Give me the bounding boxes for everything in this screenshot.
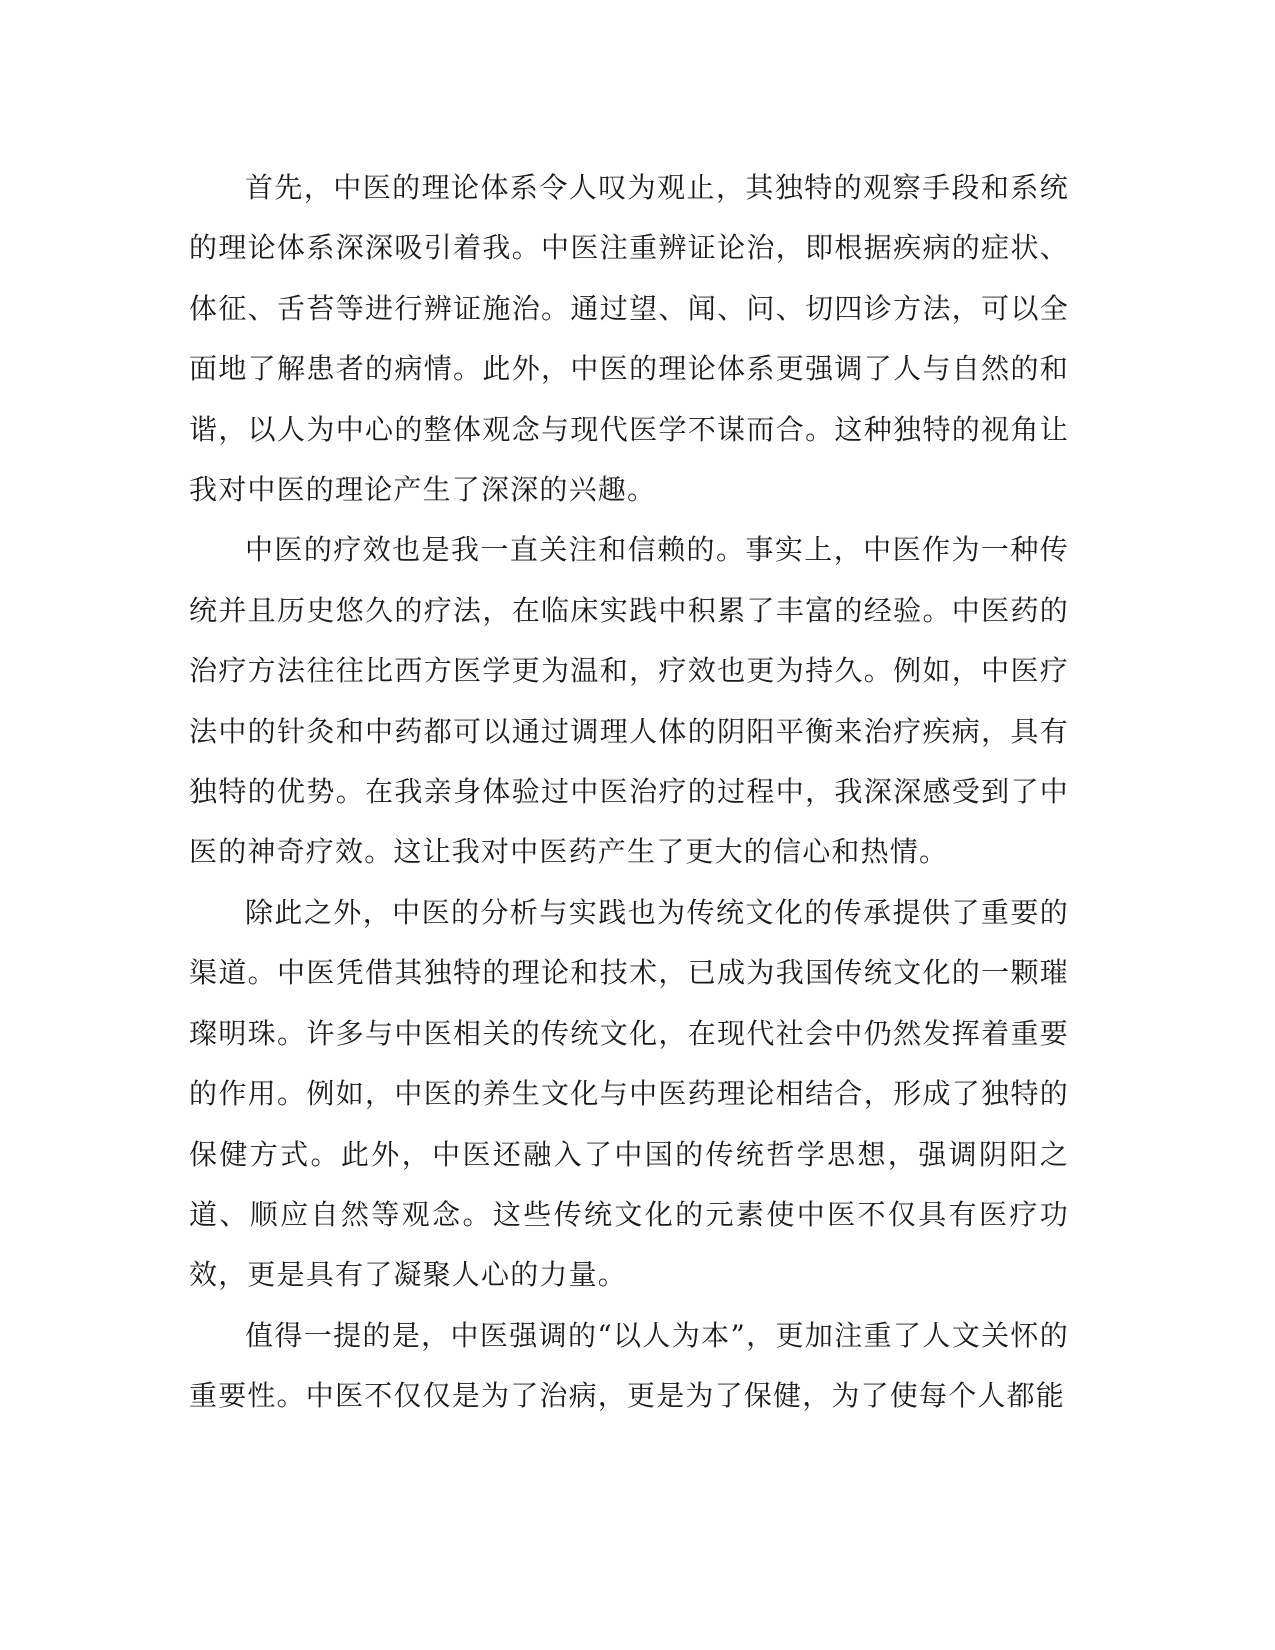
paragraph-humanism: 值得一提的是，中医强调的“以人为本”，更加注重了人文关怀的重要性。中医不仅仅是为了治病，更是为了保健，为了使每个人都能 — [189, 1318, 1069, 1413]
paragraph-culture: 除此之外，中医的分析与实践也为传统文化的传承提供了重要的渠道。中医凭借其独特的理论和技术，已成为我国传统文化的一颗璀璨明珠。许多与中医相关的传统文化，在现代社会中仍然发挥着重要的作用。例如，中医的养生文化与中医药理论相结合，形成了独特的保健方式。此外，中医还融入了中国的传统哲学思想，强调阴阳之道、顺应自然等观念。这些传统文化的元素使中医不仅具有医疗功效，更是具有了凝聚人心的力量。 — [189, 895, 1069, 1292]
paragraph-theory: 首先，中医的理论体系令人叹为观止，其独特的观察手段和系统的理论体系深深吸引着我。中医注重辨证论治，即根据疾病的症状、体征、舌苔等进行辨证施治。通过望、闻、问、切四诊方法，可以全面地了解患者的病情。此外，中医的理论体系更强调了人与自然的和谐，以人为中心的整体观念与现代医学不谋而合。这种独特的视角让我对中医的理论产生了深深的兴趣。 — [189, 171, 1069, 507]
document-body — [189, 158, 1069, 1427]
paragraph-efficacy: 中医的疗效也是我一直关注和信赖的。事实上，中医作为一种传统并且历史悠久的疗法，在临床实践中积累了丰富的经验。中医药的治疗方法往往比西方医学更为温和，疗效也更为持久。例如，中医疗法中的针灸和中药都可以通过调理人体的阴阳平衡来治疗疾病，具有独特的优势。在我亲身体验过中医治疗的过程中，我深深感受到了中医的神奇疗效。这让我对中医药产生了更大的信心和热情。 — [189, 533, 1069, 869]
